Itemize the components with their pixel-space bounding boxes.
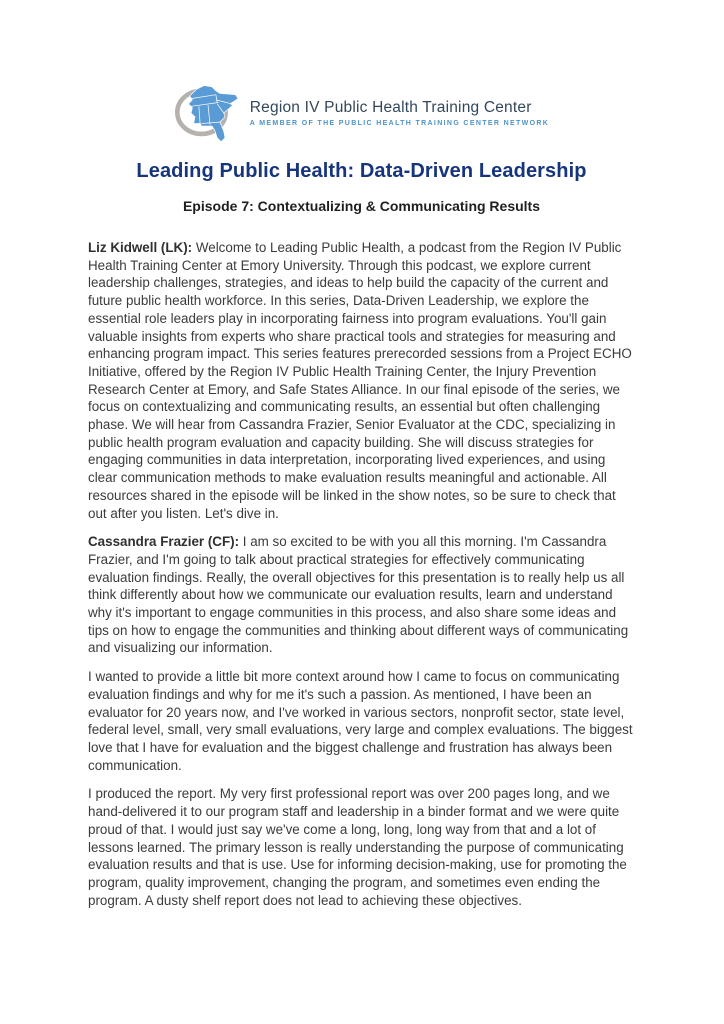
transcript-paragraph-2 — [88, 533, 635, 657]
transcript-paragraph-4 — [88, 785, 635, 909]
speaker-name: Liz Kidwell (LK): — [88, 240, 193, 255]
speech-text: I produced the report. My very first professional report was over 200 pages long, and we hand-delivered it to our program staff and leadership in a binder format and we were quite proud of that. I would just say we've come a long, long, long way from that and a lot of lessons learned. The primary lesson is really understanding the purpose of communicating evaluation results and that is use. Use for informing decision-making, use for promoting the program, quality improvement, changing the program, and sometimes even ending the program. A dusty shelf report does not lead to achieving these objectives. — [88, 786, 627, 908]
transcript-paragraph-1 — [88, 239, 635, 522]
episode-subtitle: Episode 7: Contextualizing & Communicating Results — [182, 198, 541, 214]
transcript-paragraph-3 — [88, 668, 635, 774]
logo-org-name: Region IV Public Health Training Center — [249, 98, 532, 116]
speech-text: I wanted to provide a little bit more context around how I came to focus on communicating evaluation findings and why for me it's such a passion. As mentioned, I have been an evaluator for 20 years now, and I've worked in various sectors, nonprofit sector, state level, federal level, small, very small evaluations, very large and complex evaluations. The biggest love that I have for evaluation and the biggest challenge and frustration has always been communication. — [88, 669, 633, 773]
speech-text: Welcome to Leading Public Health, a podcast from the Region IV Public Health Training Center at Emory University. Through this podcast, we explore current leadership challenges, strategies, and ideas to help build the capacity of the current and future public health workforce. In this series, Data-Driven Leadership, we explore the essential role leaders play in incorporating fairness into program evaluations. You'll gain valuable insights from experts who share practical tools and strategies for measuring and enhancing program impact. This series features prerecorded sessions from a Project ECHO Initiative, offered by the Region IV Public Health Training Center, the Injury Prevention Research Center at Emory, and Safe States Alliance. In our final episode of the series, we focus on contextualizing and communicating results, an essential but often challenging phase. We will hear from Cassandra Frazier, Senior Evaluator at the CDC, specializing in public health program evaluation and capacity building. She will discuss strategies for engaging communities in data interpretation, incorporating lived experiences, and using clear communication methods to make evaluation results meaningful and actionable. All resources shared in the episode will be linked in the show notes, so be sure to check that out after you listen. Let's dive in. — [88, 240, 632, 521]
speech-text: I am so excited to be with you all this morning. I'm Cassandra Frazier, and I'm going to talk about practical strategies for effectively communicating evaluation findings. Really, the overall objectives for this presentation is to really help us all think differently about how we communicate our evaluation results, learn and understand why it's important to engage communities in this process, and also share some ideas and tips on how to engage the communities and thinking about different ways of communicating and visualizing our information. — [88, 534, 629, 656]
speaker-name: Cassandra Frazier (CF): — [88, 534, 240, 550]
region-iv-map-icon — [174, 80, 246, 146]
org-logo — [88, 80, 635, 146]
logo-tagline: A MEMBER OF THE PUBLIC HEALTH TRAINING CENTER NETWORK — [249, 119, 550, 127]
transcript — [88, 239, 635, 909]
logo-textblock — [250, 99, 549, 128]
page-title: Leading Public Health: Data-Driven Leadership — [136, 160, 587, 182]
